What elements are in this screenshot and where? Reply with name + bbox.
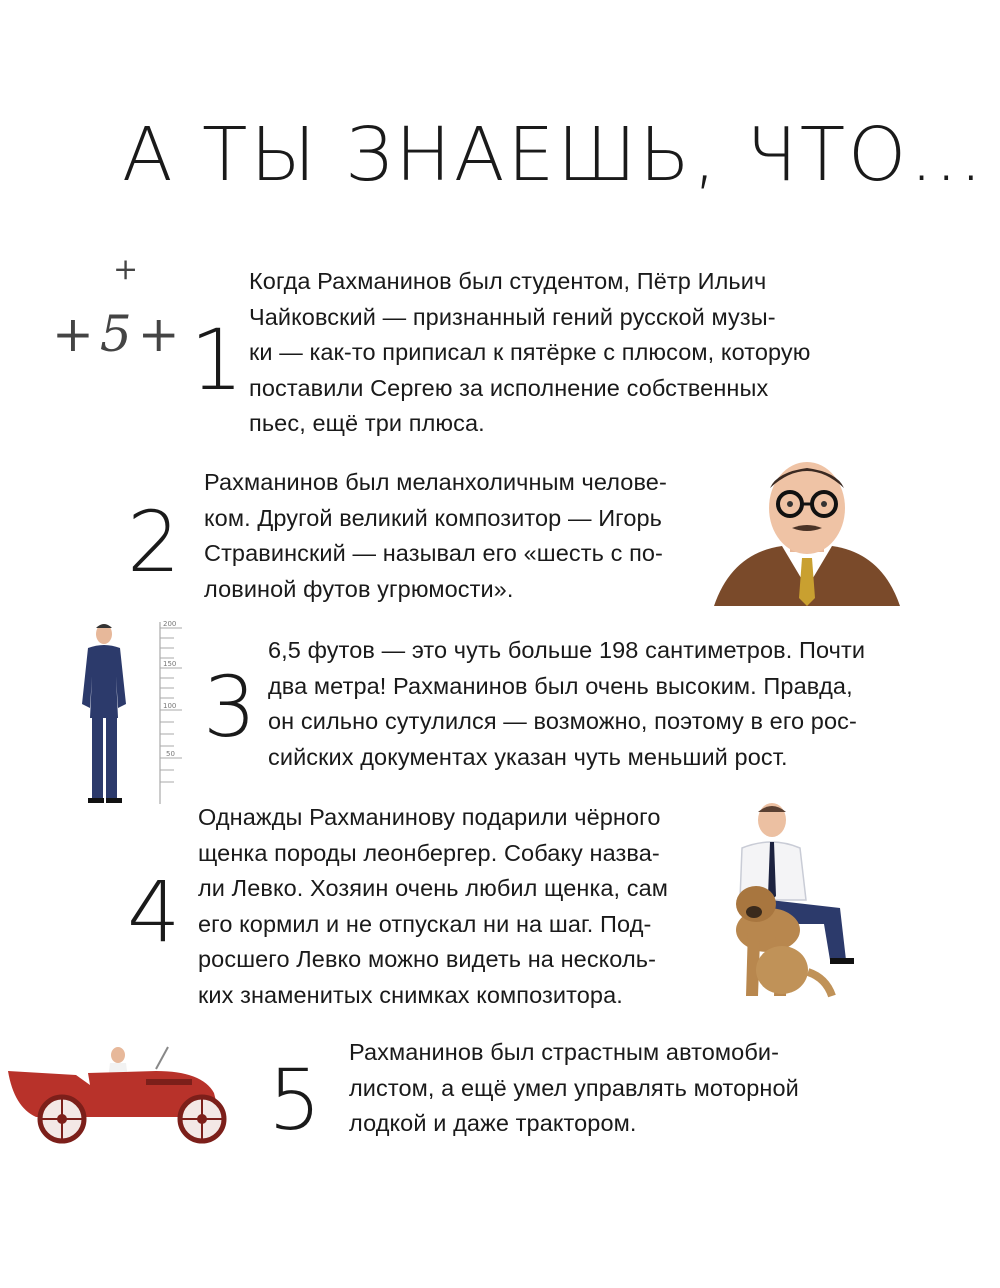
fact-4-line: росшего Левко можно видеть на несколь- xyxy=(198,946,657,972)
fact-5-line: листом, а ещё умел управлять моторной xyxy=(349,1074,799,1101)
fact-number-4: 4 xyxy=(127,863,181,961)
fact-number-5: 5 xyxy=(268,1051,322,1149)
height-tick: 50 xyxy=(166,750,175,758)
fact-number-1: 1 xyxy=(190,311,244,409)
fact-4-line: ли Левко. Хозяин очень любил щенка, сам xyxy=(198,875,669,901)
fact-1-line: пьес, ещё три плюса. xyxy=(249,410,485,436)
fact-2-line: ком. Другой великий композитор — Игорь xyxy=(204,504,663,531)
rachmaninoff-portrait-icon xyxy=(712,458,902,608)
fact-3-line: 6,5 футов — это чуть больше 198 сантиметров. Почти xyxy=(268,637,866,663)
fact-number-3: 3 xyxy=(203,658,257,756)
fact-5-line: лодкой и даже трактором. xyxy=(349,1110,637,1136)
fact-2-line: Рахманинов был меланхоличным челове- xyxy=(204,469,667,495)
fact-3-line: он сильно сутулился — возможно, поэтому в его рос- xyxy=(268,708,857,734)
fact-1-line: ки — как-то приписал к пятёрке с плюсом, которую xyxy=(249,339,811,365)
grade-top-plus: + xyxy=(113,252,139,287)
grade-mark: +5+ xyxy=(52,305,186,363)
fact-1-line: Чайковский — признанный гений русской музы- xyxy=(249,303,776,330)
fact-text-3 xyxy=(268,633,865,775)
fact-4-line: щенка породы леонбергер. Собаку назва- xyxy=(198,839,660,866)
fact-text-5 xyxy=(349,1035,799,1142)
fact-2-line: ловиной футов угрюмости». xyxy=(204,575,514,602)
fact-1-line: поставили Сергею за исполнение собственных xyxy=(249,374,769,401)
fact-3-line: два метра! Рахманинов был очень высоким. Правда, xyxy=(268,672,853,699)
fact-2-line: Стравинский — называл его «шесть с по- xyxy=(204,540,663,566)
fact-text-1 xyxy=(249,264,810,442)
fact-3-line: сийских документах указан чуть меньший рост. xyxy=(268,743,788,770)
fact-text-2 xyxy=(204,465,667,607)
height-tick: 200 xyxy=(163,620,177,628)
fact-5-line: Рахманинов был страстным автомоби- xyxy=(349,1039,780,1065)
fact-4-line: ких знаменитых снимках композитора. xyxy=(198,981,623,1008)
height-tick: 150 xyxy=(163,660,177,668)
vintage-car-icon xyxy=(6,1045,242,1145)
fact-number-2: 2 xyxy=(127,493,181,591)
fact-4-line: Однажды Рахманинову подарили чёрного xyxy=(198,804,661,830)
height-tick: 100 xyxy=(163,702,177,710)
page-title: А ТЫ ЗНАЕШЬ, ЧТО… xyxy=(122,112,987,198)
rachmaninoff-with-dog-icon xyxy=(720,800,870,1010)
rachmaninoff-height-icon xyxy=(66,618,190,808)
fact-text-4 xyxy=(198,800,668,1013)
fact-1-line: Когда Рахманинов был студентом, Пётр Ильич xyxy=(249,268,767,294)
fact-4-line: его кормил и не отпускал ни на шаг. Под- xyxy=(198,910,652,937)
